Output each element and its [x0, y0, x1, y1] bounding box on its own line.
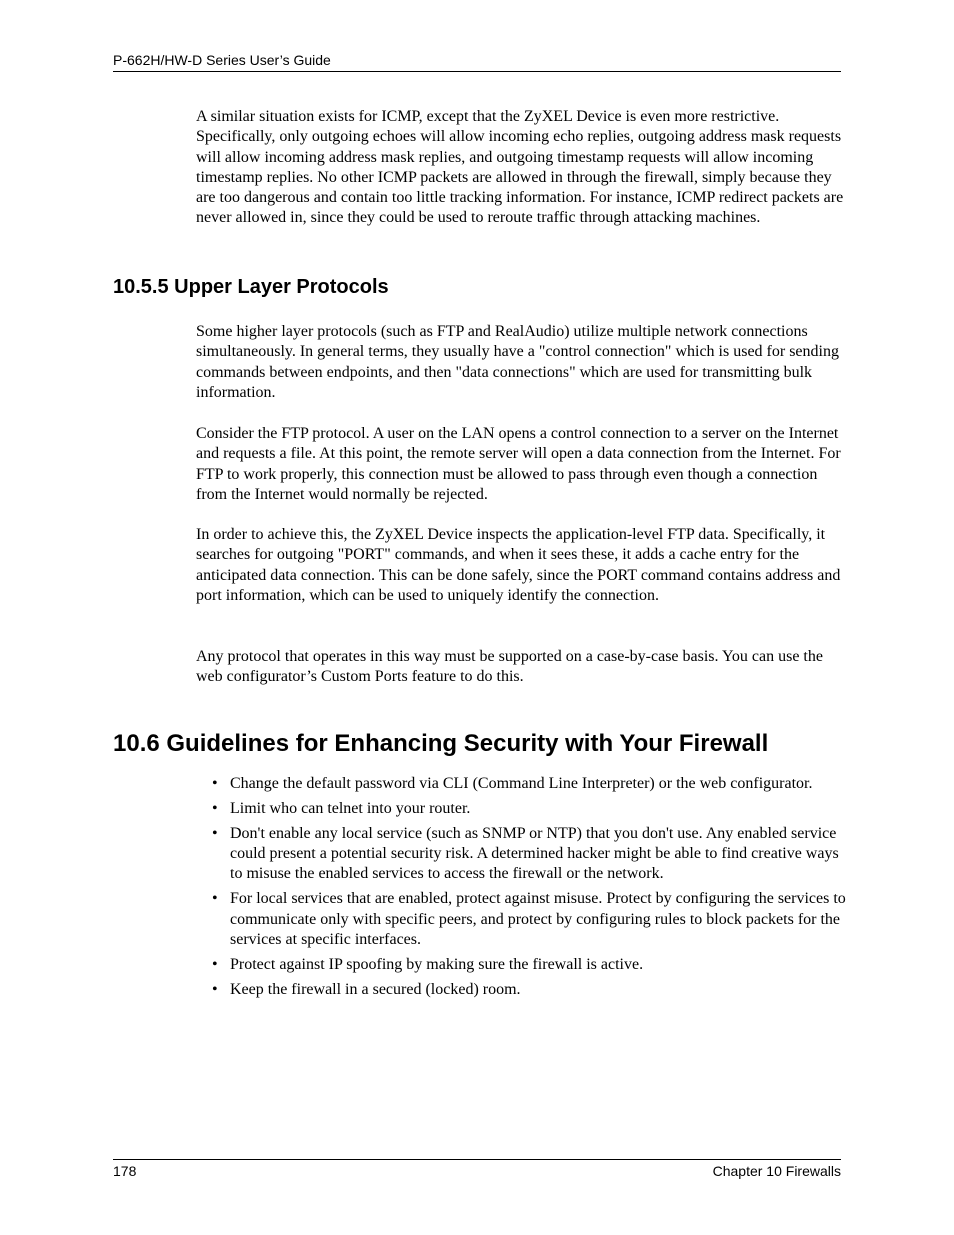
list-item-text: For local services that are enabled, protect against misuse. Protect by configuring the services to communicate only with specific peers, and protect by configuring rules to block packets for the services at specific interfaces. [230, 890, 846, 948]
guidelines-list [196, 774, 846, 1005]
heading-security-guidelines: 10.6 Guidelines for Enhancing Security with Your Firewall [113, 730, 769, 757]
bullet-icon: • [212, 955, 218, 973]
running-header-title: P-662H/HW-D Series User’s Guide [113, 52, 331, 68]
paragraph-icmp: A similar situation exists for ICMP, except that the ZyXEL Device is even more restrictive. Specifically, only outgoing echoes will allow incoming echo replies, outgoing address mask requests will allow incoming address mask replies, and outgoing timestamp requests will allow incoming timestamp replies. No other ICMP packets are allowed in through the firewall, simply because they are too dangerous and contain too little tracking information. For instance, ICMP redirect packets are never allowed in, since they could be used to reroute traffic through attacking machines. [196, 108, 844, 227]
paragraph-upper-layer-1: Some higher layer protocols (such as FTP and RealAudio) utilize multiple network connections simultaneously. In general terms, they usually have a "control connection" which is used for sending commands between endpoints, and then "data connections" which are used for transmitting bulk information. [196, 323, 839, 401]
bullet-icon: • [212, 775, 218, 792]
list-item-text: Limit who can telnet into your router. [230, 799, 471, 817]
list-item-text: Keep the firewall in a secured (locked) room. [230, 980, 521, 998]
list-item-text: Protect against IP spoofing by making sure the firewall is active. [230, 955, 644, 973]
list-item [196, 889, 846, 950]
list-item-text: Change the default password via CLI (Command Line Interpreter) or the web configurator. [230, 775, 813, 792]
bullet-icon: • [212, 799, 218, 817]
paragraph-upper-layer-2: Consider the FTP protocol. A user on the LAN opens a control connection to a server on the Internet and requests a file. At this point, the remote server will open a data connection from the Internet. For FTP to work properly, this connection must be allowed to pass through even though a connection from the Internet would normally be rejected. [196, 425, 841, 503]
chapter-title: Chapter 10 Firewalls [712, 1163, 841, 1179]
paragraph-upper-layer-3: In order to achieve this, the ZyXEL Device inspects the application-level FTP data. Specifically, it searches for outgoing "PORT" commands, and when it sees these, it adds a cache entry for the anticipated data connection. This can be done safely, since the PORT command contains address and port information, which can be used to uniquely identify the connection. [196, 526, 841, 604]
paragraph-upper-layer-4: Any protocol that operates in this way must be supported on a case-by-case basis. You can use the web configurator’s Custom Ports feature to do this. [196, 648, 823, 686]
list-item [196, 955, 846, 975]
list-item-text: Don't enable any local service (such as SNMP or NTP) that you don't use. Any enabled service could present a potential security risk. A determined hacker might be able to find creative ways to misuse the enabled services to access the firewall or the network. [230, 824, 839, 883]
list-item [196, 824, 846, 885]
list-item [196, 774, 846, 794]
bullet-icon: • [212, 980, 218, 998]
header-rule [113, 71, 841, 72]
page-number: 178 [113, 1163, 137, 1179]
bullet-icon: • [212, 824, 218, 842]
bullet-icon: • [212, 890, 218, 908]
list-item [196, 799, 846, 819]
heading-upper-layer-protocols: 10.5.5 Upper Layer Protocols [113, 276, 389, 298]
list-item [196, 980, 846, 1000]
footer-rule [113, 1159, 841, 1160]
